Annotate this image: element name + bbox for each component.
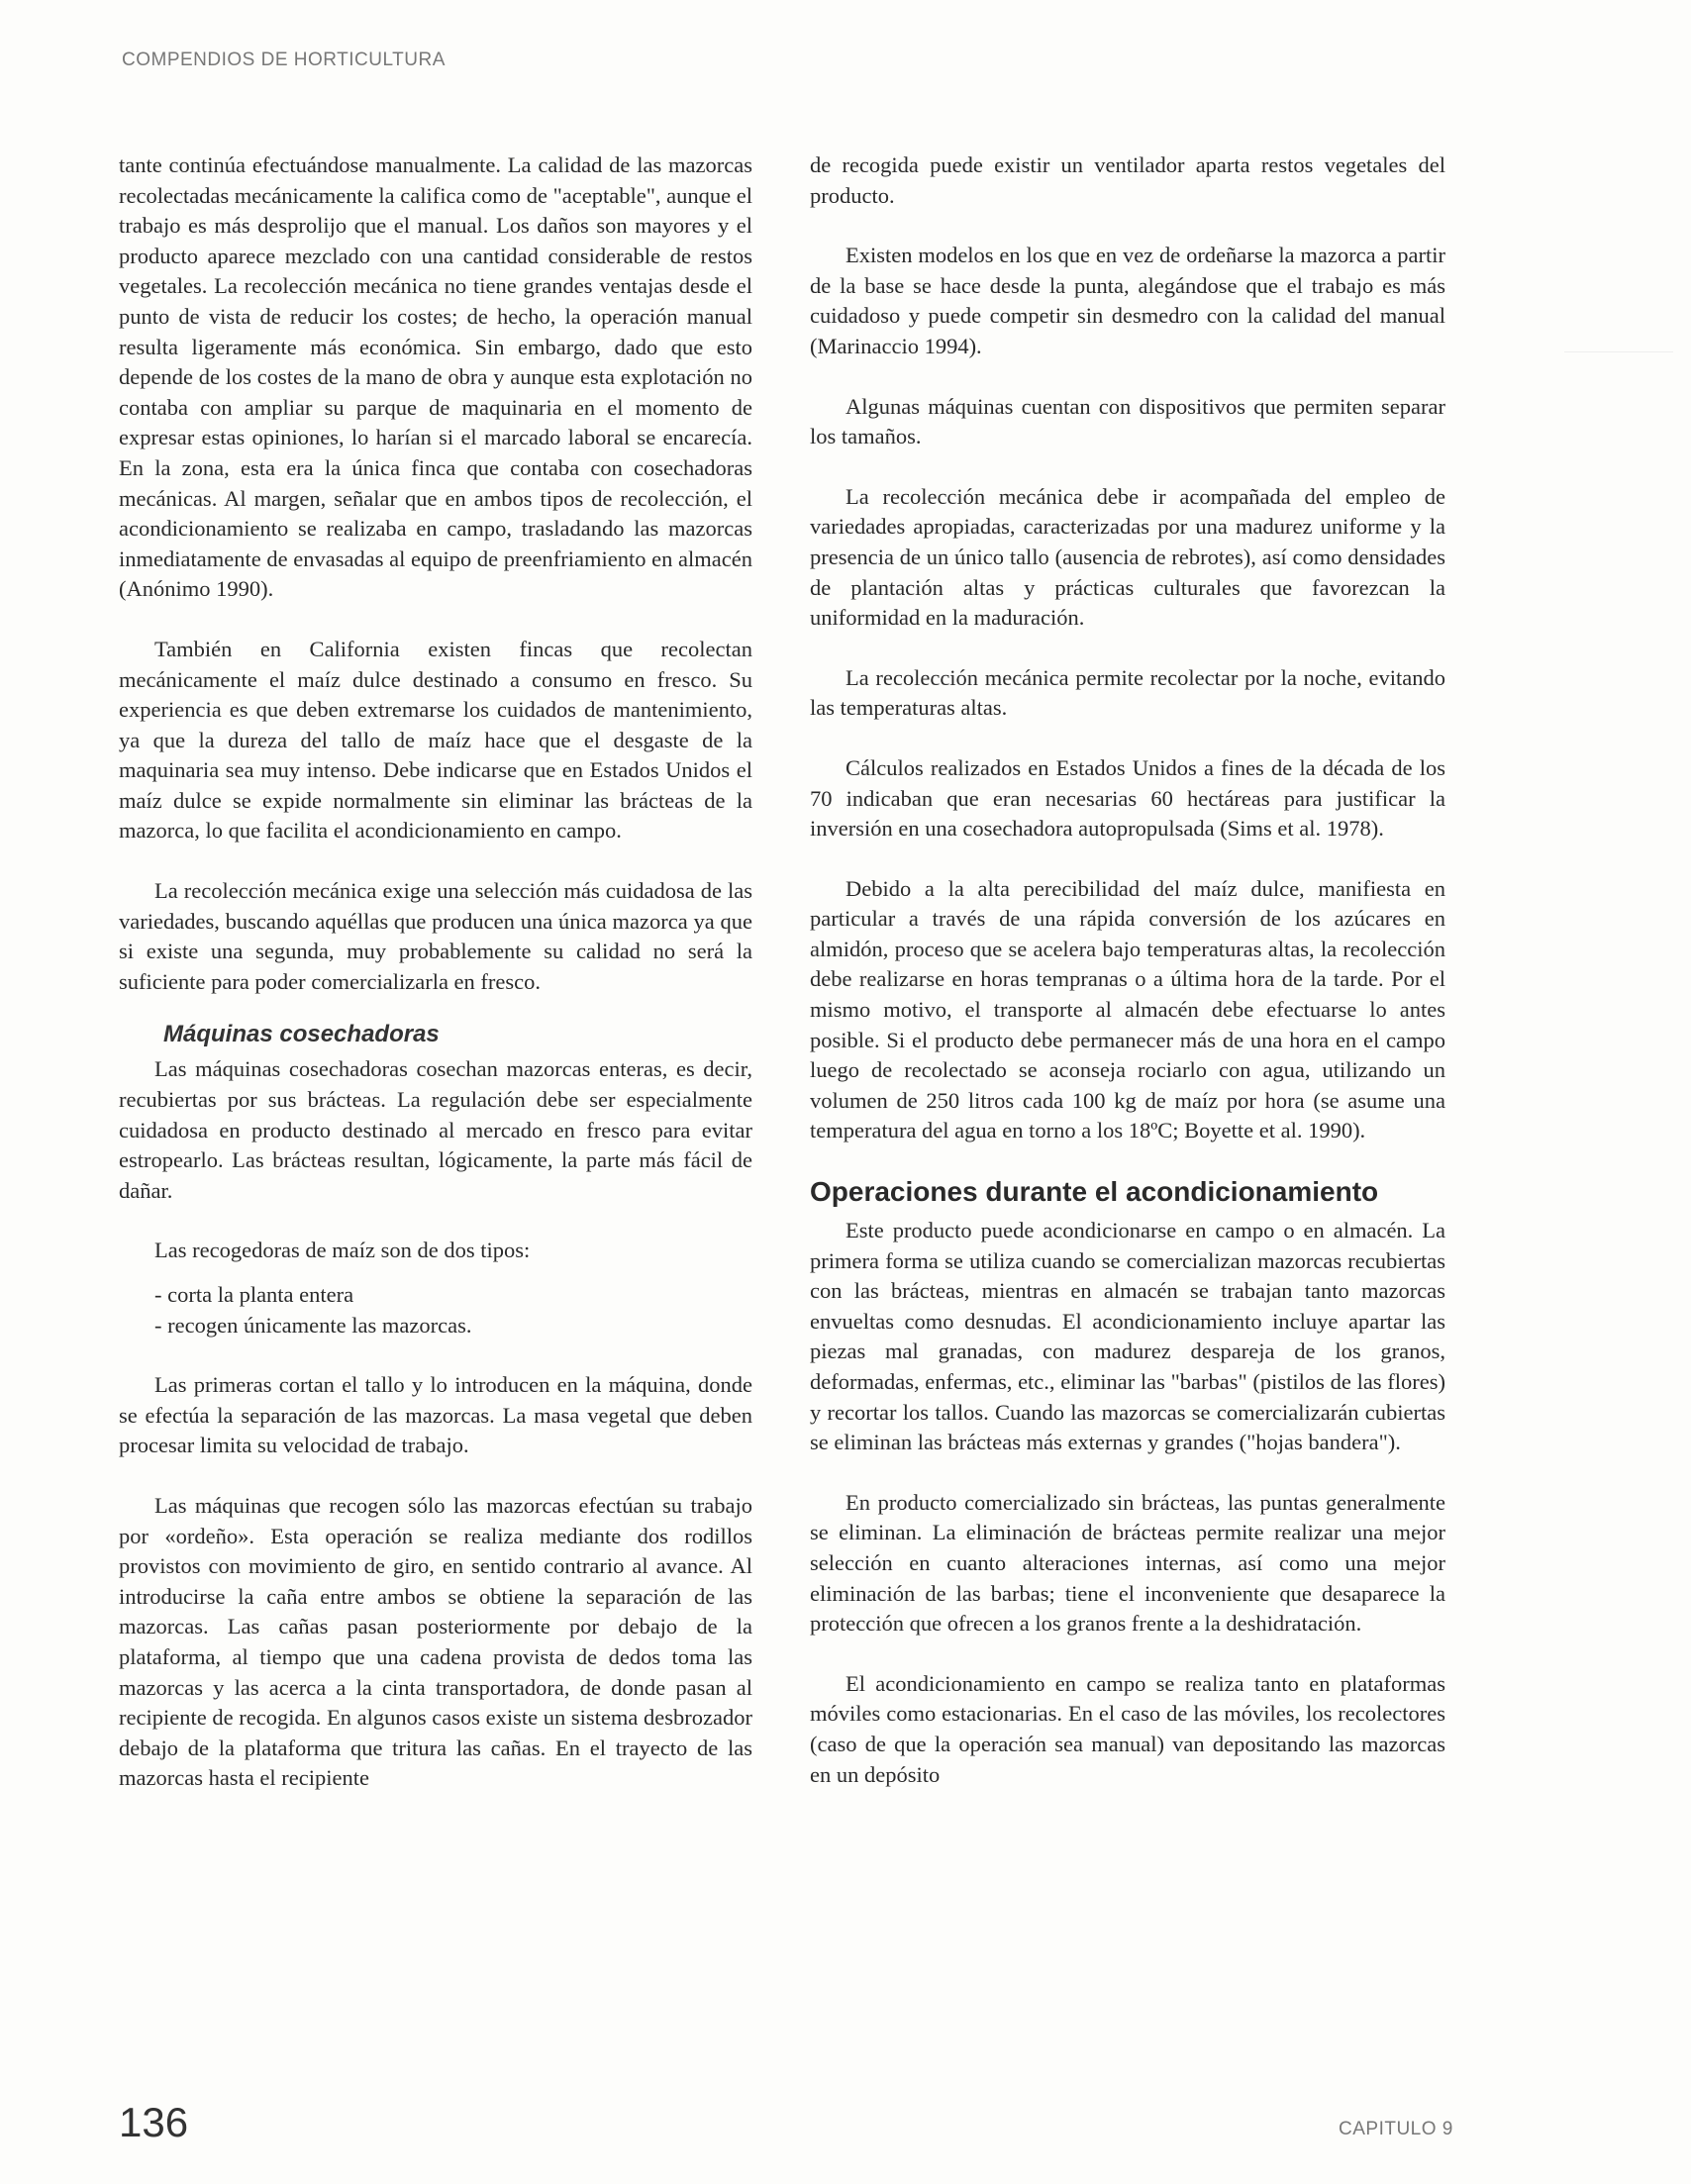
paragraph: de recogida puede existir un ventilador aparta restos vegetales del producto. — [810, 152, 1445, 208]
paragraph: tante continúa efectuándose manualmente. La calidad de las mazorcas recolectadas mecánicamente la califica como de "aceptable", aunque el trabajo es más desprolijo que el manual. Los daños son mayores y el producto aparece mezclado con una cantidad considerable de restos vegetales. La recolección mecánica no tiene grandes ventajas desde el punto de vista de reducir los costes; de hecho, la operación manual resulta ligeramente más económica. Sin embargo, dado que esto depende de los costes de la mano de obra y aunque esta explotación no contaba con ampliar su parque de maquinaria en el momento de expresar estas opiniones, lo harían si el marcado laboral se encarecía. En la zona, esta era la única finca que contaba con cosechadoras mecánicas. Al margen, señalar que en ambos tipos de recolección, el acondicionamiento se realizaba en campo, trasladando las mazorcas inmediatamente de envasadas al equipo de preenfriamiento en almacén (Anónimo 1990). — [119, 152, 752, 602]
paragraph: Existen modelos en los que en vez de ordeñarse la mazorca a partir de la base se hace desde la punta, alegándose que el trabajo es más cuidadoso y puede competir sin desmedro con la calidad del manual (Marinaccio 1994). — [810, 243, 1445, 358]
scan-artifact-line — [1564, 351, 1673, 352]
paragraph: La recolección mecánica debe ir acompañada del empleo de variedades apropiadas, caracterizadas por una madurez uniforme y la presencia de un único tallo (ausencia de rebrotes), así como densidades de plantación altas y prácticas culturales que favorezcan la uniformidad en la maduración. — [810, 483, 1445, 631]
paragraph: El acondicionamiento en campo se realiza tanto en plataformas móviles como estacionarias. En el caso de las móviles, los recolectores (caso de que la operación sea manual) van depositando las mazorcas en un depósito — [810, 1670, 1445, 1787]
paragraph: Las recogedoras de maíz son de dos tipos: — [154, 1238, 531, 1263]
paragraph: También en California existen fincas que recolectan mecánicamente el maíz dulce destinado a consumo en fresco. Su experiencia es que deben extremarse los cuidados de mantenimiento, ya que la dureza del tallo de maíz hace que el desgaste de la maquinaria sea muy intenso. Debe indicarse que en Estados Unidos el maíz dulce se expide normalmente sin eliminar las brácteas de la mazorca, lo que facilita el acondicionamiento en campo. — [119, 636, 752, 844]
chapter-label: CAPITULO 9 — [1339, 2119, 1453, 2139]
paragraph: Las primeras cortan el tallo y lo introducen en la máquina, donde se efectúa la separación de las mazorcas. La masa vegetal que deben procesar limita su velocidad de trabajo. — [119, 1372, 752, 1458]
list-item: - corta la planta entera — [154, 1282, 354, 1307]
paragraph: En producto comercializado sin brácteas, las puntas generalmente se eliminan. La eliminación de brácteas permite realizar una mejor selección en cuanto alteraciones internas, así como una mejor eliminación de las barbas; tiene el inconveniente que desaparece la protección que ofrecen a los granos frente a la deshidratación. — [810, 1489, 1445, 1637]
page-number: 136 — [119, 2099, 189, 2145]
paragraph: La recolección mecánica permite recolectar por la noche, evitando las temperaturas altas. — [810, 664, 1445, 721]
subheading-maquinas-cosechadoras: Máquinas cosechadoras — [163, 1021, 440, 1048]
running-header: COMPENDIOS DE HORTICULTURA — [122, 50, 446, 70]
paragraph: Las máquinas cosechadoras cosechan mazorcas enteras, es decir, recubiertas por sus brácteas. La regulación debe ser especialmente cuidadosa en producto destinado al mercado en fresco para evitar estropearlo. Las brácteas resultan, lógicamente, la parte más fácil de dañar. — [119, 1056, 752, 1203]
paragraph: Las máquinas que recogen sólo las mazorcas efectúan su trabajo por «ordeño». Esta operación se realiza mediante dos rodillos provistos con movimiento de giro, en sentido contrario al avance. Al introducirse la caña entre ambos se obtiene la separación de las mazorcas. Las cañas pasan posteriormente por debajo de la plataforma, al tiempo que una cadena provista de dedos toma las mazorcas y las acerca a la cinta transportadora, de donde pasan al recipiente de recogida. En algunos casos existe un sistema desbrozador debajo de la plataforma que tritura las cañas. En el trayecto de las mazorcas hasta el recipiente — [119, 1492, 752, 1791]
left-column — [119, 150, 752, 1824]
paragraph: La recolección mecánica exige una selección más cuidadosa de las variedades, buscando aquéllas que producen una única mazorca ya que si existe una segunda, muy probablemente su calidad no será la suficiente para poder comercializarla en fresco. — [119, 878, 752, 994]
paragraph: Debido a la alta perecibilidad del maíz dulce, manifiesta en particular a través de una rápida conversión de los azúcares en almidón, proceso que se acelera bajo temperaturas altas, la recolección debe realizarse en horas tempranas o a última hora de la tarde. Por el mismo motivo, el transporte al almacén debe efectuarse lo antes posible. Si el producto debe permanecer más de una hora en el campo luego de recolectado se aconseja rociarlo con agua, utilizando un volumen de 250 litros cada 100 kg de maíz por hora (se asume una temperatura del agua en torno a los 18ºC; Boyette et al. 1990). — [810, 875, 1445, 1143]
section-heading-acondicionamiento: Operaciones durante el acondicionamiento — [810, 1176, 1379, 1208]
paragraph: Cálculos realizados en Estados Unidos a fines de la década de los 70 indicaban que eran necesarias 60 hectáreas para justificar la inversión en una cosechadora autopropulsada (Sims et al. 1978). — [810, 754, 1445, 842]
paragraph: Este producto puede acondicionarse en campo o en almacén. La primera forma se utiliza cuando se comercializan mazorcas recubiertas con las brácteas, mientras en almacén se trabajan tanto mazorcas envueltas como desnudas. El acondicionamiento incluye apartar las piezas mal granadas, con madurez despareja de los granos, deformadas, enfermas, etc., eliminar las "barbas" (pistilos de las flores) y recortar los tallos. Cuando las mazorcas se comercializarán cubiertas se eliminan las brácteas más externas y grandes ("hojas bandera"). — [810, 1218, 1445, 1455]
harvester-types-list — [154, 1280, 752, 1340]
paragraph: Algunas máquinas cuentan con dispositivos que permiten separar los tamaños. — [810, 393, 1445, 449]
right-column — [810, 150, 1445, 1820]
list-item: - recogen únicamente las mazorcas. — [154, 1312, 472, 1338]
